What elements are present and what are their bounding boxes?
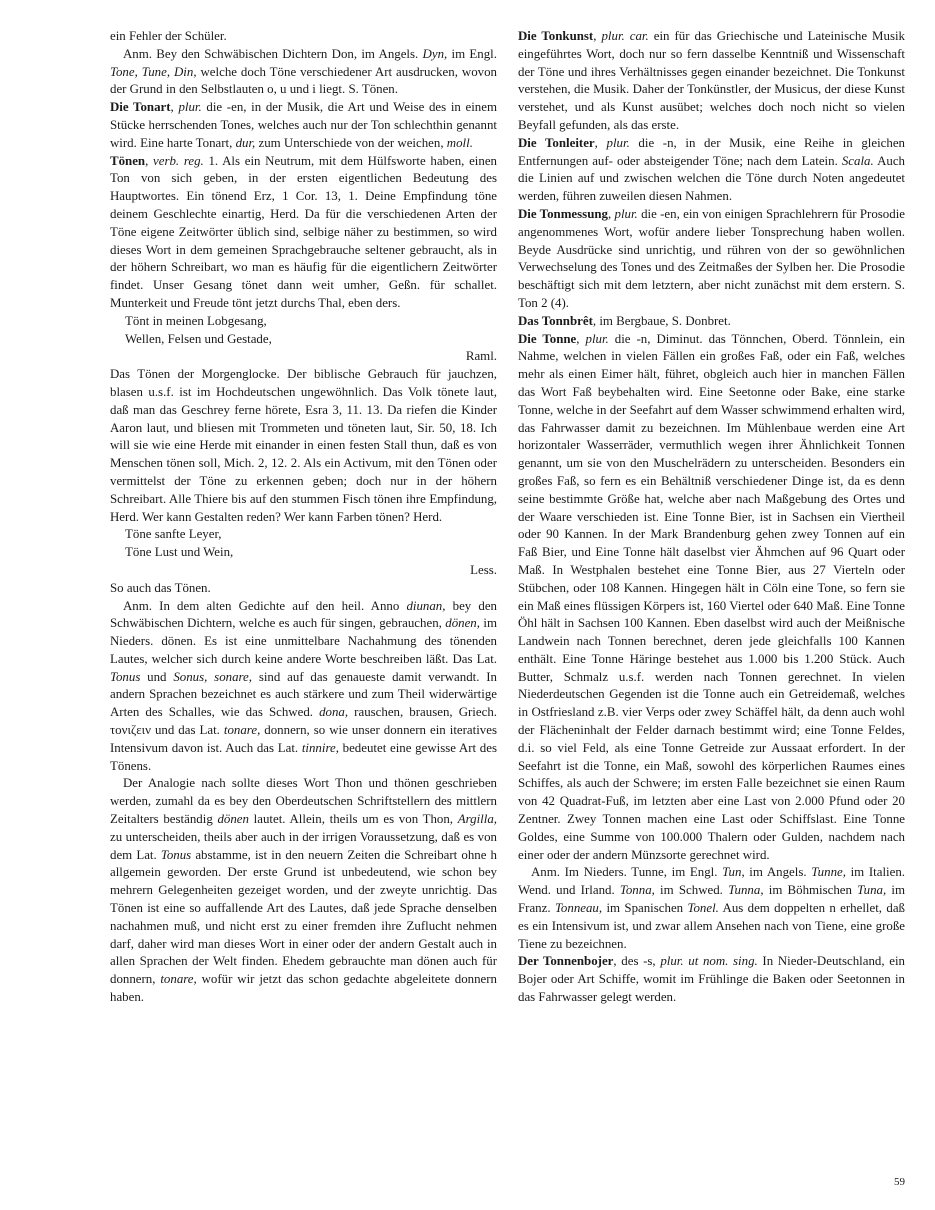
italic-term: Tunne, <box>811 865 846 880</box>
entry-toenen-closing: So auch das Tönen. <box>110 580 211 595</box>
headword: Tönen <box>110 153 146 168</box>
italic-term: dur, <box>235 135 256 150</box>
italic-term: plur. car. <box>601 29 649 43</box>
italic-term: tonare, <box>223 723 261 738</box>
italic-term: plur. ut nom. sing. <box>660 954 758 969</box>
italic-term: dönen, <box>445 616 480 631</box>
italic-term: Dyn, <box>422 46 448 61</box>
italic-term: Tone, Tune, Din, <box>110 64 197 79</box>
verse-attribution: Raml. <box>465 349 497 364</box>
note-toenen-spelling: Der Analogie nach sollte dieses Wort Thon und thönen geschrieben werden, zumahl da es bey den Oberdeutschen Schriftstellern des mittlern Zeitalters beständig dönen lautet. Allein, theils um es von Thon, Argilla, zu unterscheiden, theils aber auch in der irrigen Voraussetzung, daß es von dem Lat. Tonus abstamme, ist in den neuern Zeiten die Schreibart ohne h allgemein geworden. Der erste Grund ist unbedeutend, wie schon bey mehrern Gelegenheiten gezeiget worden, und der zweyte unrichtig. Das Tönen ist eine so auffallende Art des Lautes, daß jede Sprache denselben nachahmen muß, und nicht erst zu einer fremden ihre Zuflucht nehmen darf, daher wird man dieses Wort in einer oder der andern Gestalt auch in allen Sprachen der Welt finden. Ehedem gebrauchte man dönen auch für donnern, tonare, wofür wir jetzt das schon gedachte abgeleitete donnern haben. <box>110 776 498 1005</box>
verse-line: Töne sanfte Leyer, <box>125 527 222 542</box>
italic-term: plur. <box>606 135 630 150</box>
note-ton-etymology: Anm. Bey den Schwäbischen Dichtern Don, im Angels. Dyn, im Engl. Tone, Tune, Din, welche doch Töne verschiedener Art ausdrucken, wovon der Grund in den Selbstlauten o, u und i liegt. S. Tönen. <box>110 46 497 97</box>
italic-term: Tunna, <box>728 883 764 898</box>
verse-line: Wellen, Felsen und Gestade, <box>125 331 272 346</box>
entry-tonmessung: Die Tonmessung, plur. die -en, ein von einigen Sprachlehrern für Prosodie angenommenes Wort, wofür andere lieber Tonsprechung haben wollen. Beyde Ausdrücke sind unrichtig, und rühren von der so gewöhnlichen Verwechselung des Tones und des Zeitmaßes der Sylben her. Die Prosodie beschäftigt sich mit dem letztern, aber nicht zunächst mit dem erstern. S. Ton 2 (4). <box>518 206 906 310</box>
headword: Die Tonmessung <box>518 206 608 221</box>
italic-term: diunan, <box>406 598 446 613</box>
italic-term: Tonel. <box>687 901 719 916</box>
verse-attribution: Less. <box>470 562 497 577</box>
italic-term: Argilla, <box>457 812 497 827</box>
italic-term: Tonneau, <box>554 901 603 916</box>
italic-term: Tonna, <box>619 883 655 898</box>
right-column <box>518 28 905 1007</box>
headword: Das Tonnbrêt <box>518 313 593 328</box>
entry-tonnenbojer: Der Tonnenbojer, des -s, plur. ut nom. sing. In Nieder-Deutschland, ein Bojer oder Art Schiffe, womit im Frühlinge die Baken oder Seetonnen in das Fahrwasser gelegt werden. <box>518 954 906 1005</box>
italic-term: plur. <box>585 331 609 346</box>
headword: Die Tonart <box>110 100 171 115</box>
italic-term: dönen <box>217 812 249 827</box>
page-number: 59 <box>894 1176 905 1188</box>
verse-line: Tönt in meinen Lobgesang, <box>125 313 267 328</box>
italic-term: Tun, <box>722 865 745 880</box>
headword: Die Tonleiter <box>518 135 595 150</box>
headword: Die Tonkunst <box>518 29 594 43</box>
italic-term: verb. reg. <box>153 153 204 168</box>
italic-term: plur. <box>614 206 638 221</box>
note-toenen-etymology: Anm. In dem alten Gedichte auf den heil. Anno diunan, bey den Schwäbischen Dichtern, welche es auch für singen, gebrauchen, dönen, im Nieders. dönen. Es ist eine unmittelbare Nachahmung des tönenden Lautes, welcher sich durch keine andere Worte beschreiben läßt. Das Lat. Tonus und Sonus, sonare, sind auf das genaueste damit verwandt. In andern Sprachen bezeichnet es auch stärkere und zum Theil widerwärtige Arten des Schalles, wie das Schwed. dona, rauschen, brausen, Griech. τονιζειν und das Lat. tonare, donnern, so wie unser donnern ein iteratives Intensivum davon ist. Auch das Lat. tinnire, bedeutet eine gewisse Art des Tönens. <box>110 598 498 773</box>
headword: Der Tonnenbojer <box>518 954 614 969</box>
italic-term: tinnire, <box>301 740 339 755</box>
entry-tonart: Die Tonart, plur. die -en, in der Musik, die Art und Weise des in einem Stücke herrschenden Tones, welches auch nur der Ton schlechthin genannt wird. Eine harte Tonart, dur, zum Unterschiede von der weichen, moll. <box>110 100 498 150</box>
entry-tonnbret: Das Tonnbrêt, im Bergbaue, S. Donbret. <box>518 313 731 328</box>
entry-toenen-continued: Das Tönen der Morgenglocke. Der biblische Gebrauch für jauchzen, blasen u.s.f. ist im Hochdeutschen ungewöhnlich. Das Volk tönete laut, daß man das Geschrey ferne hörete, Esra 3, 11. 13. Da riefen die Kinder Aaron laut, und bliesen mit Trommeten und töneten laut, Sir. 50, 18. Ich will sie wie eine Herde mit einander in einen festen Stall thun, daß es von Menschen tönen soll, Mich. 2, 12. 2. Als ein Activum, mit den Tönen oder vermittelst der Töne zu erkennen geben; doch nur in der höhern Schreibart. Alle Thiere bis auf den stummen Fisch tönen ihre Empfindung, Herd. Wer kann Gestalten reden? Wer kann Farben tönen? Herd. <box>110 367 497 524</box>
headword: Die Tonne <box>518 331 577 346</box>
entry-tonleiter: Die Tonleiter, plur. die -n, in der Musik, eine Reihe in gleichen Entfernungen auf- oder absteigender Töne; nach dem Latein. Scala. Auch die Linien auf und zwischen welchen die Töne durch Noten angedeutet werden, führen zuweilen diesen Nahmen. <box>518 135 906 204</box>
entry-toenen: Tönen, verb. reg. 1. Als ein Neutrum, mit dem Hülfsworte haben, einen Ton von sich geben, in der ersten eigentlichen Bedeutung des Hauptwortes. Ein tönend Erz, 1 Cor. 13, 1. Deine Empfindung töne deinem Geschlechte einartig, Herd. Da für die verschiedenen Arten der Töne eigene Zeitwörter üblich sind, selbige näher zu bestimmen, so wird dieses Wort in dem gemeinen Sprachgebrauche seltener gebraucht, als in der höhern Schreibart, wo man es häufig für die eigentlichern Zeitwörter findet. Unser Gesang tönet dann weit umher, Geßn. für schallet. Munterkeit und Freude tönt jetzt durchs Thal, eben ders. <box>110 153 497 310</box>
verse-line: Töne Lust und Wein, <box>125 545 234 560</box>
entry-fehler-continuation: ein Fehler der Schüler. <box>110 29 227 43</box>
italic-term: Sonus, sonare, <box>173 669 253 684</box>
entry-tonne: Die Tonne, plur. die -n, Diminut. das Tönnchen, Oberd. Tönnlein, ein Nahme, welchen in vielen Fällen ein großes Faß, oder ein Faß, welches mehr als einen Eimer hält, führet, obgleich auch hier in manchen Fällen das Wort Faß beybehalten wird. Eine Seetonne oder Bake, eine starke Tonne, welche in der Seefahrt auf dem Wasser schwimmend erhalten wird, das Fahrwasser damit zu bezeichnen. Im Mühlenbaue werden eine Art horizontaler Wasserräder, vermuthlich wegen ihrer Ähnlichkeit Tonnen genannt, um sie von den Muschelrädern zu unterscheiden. Besonders ein großes Faß, so fern es ein Behältniß verschiedener Dinge ist, da es denn seine bestimmte Größe hat, welche aber nach Maßgebung des Ortes und der Waare verschieden ist. Eine Tonne Bier, ist in Sachsen ein Viertheil oder 90 Kannen. In der Mark Brandenburg gehen zwey Tonnen auf ein Faß Bier, und Eine Tonne hält daselbst vier Ähmchen auf 96 Quart oder Maß. In Westphalen bestehet eine Tonne Bier, aus 27 Vierteln oder Stübchen, oder 108 Kannen. Hingegen hält in Cöln eine Tone, so fern sie ein Maß eines flüssigen Körpers ist, 160 Viertel oder 640 Maß. Eine Tonne Öhl hält in Sachsen 100 Kannen. Eben daselbst wird auch der Meißnische Landwein nach Tonnen berechnet, deren jede gleichfalls 100 Kannen enthält. Eine Tonne Häringe bestehet aus 1.000 bis 1.200 Stück. Auch Butter, Schmalz u.s.f. werden nach Tonnen gerechnet. In vielen Niederdeutschen Gegenden ist die Tonne auch ein Getreidemaß, welches in Ostfriesland z.B. vier Verps oder zwey Schäffel hält, da denn auch wohl der Flächeninhalt der Felder darnach bestimmt wird; eine Tonne Feldes, d.i. so viel Feld, als eine Tonne Getreide zur Aussaat erfordert. In der Seefahrt ist die Tonne, ein Maß, sowohl des körperlichen Raumes eines Schiffes, als auch der Schwere; im ersten Falle bezeichnet sie einen Raum von 42 Quadrat-Fuß, im letzten aber eine Last von 2.000 Pfund oder 20 Zentner. Zwey Tonnen machen eine Last oder Schiffslast. Eine Tonne Goldes, eine Summe von 100.000 Thalern oder Gulden, nachdem nach einer oder der andern Münzsorte gerechnet wird. <box>518 331 905 862</box>
left-column <box>110 28 497 1007</box>
entry-tonkunst: Die Tonkunst, plur. car. ein für das Griechische und Lateinische Musik eingeführtes Wort, doch nur so fern dasselbe Kenntniß und Wissenschaft der Töne und ihres Verhältnisses gegen einander bezeichnet. Die Tonkunst verstehen, die Musik. Daher der Tonkünstler, der Musicus, der diese Kunst verstehet, und als Kunst ausübet; welches doch noch nicht so vielen Beyfall gefunden, als das erste. <box>518 29 905 132</box>
italic-term: moll. <box>446 135 473 150</box>
note-tonne-etymology: Anm. Im Nieders. Tunne, im Engl. Tun, im Angels. Tunne, im Italien. Wend. und Irland. Tonna, im Schwed. Tunna, im Böhmischen Tuna, im Franz. Tonneau, im Spanischen Tonel. Aus dem doppelten n erhellet, daß es ein Intensivum ist, und zwar allem Ansehen nach von Tiene, eine große Tiene zu bezeichnen. <box>518 865 905 951</box>
italic-term: plur. <box>178 100 202 115</box>
italic-term: tonare, <box>160 972 197 987</box>
italic-term: dona, <box>319 705 349 720</box>
italic-term: Tuna, <box>857 883 887 898</box>
italic-term: Scala. <box>841 153 874 168</box>
italic-term: Tonus <box>110 669 141 684</box>
italic-term: Tonus <box>160 847 192 862</box>
